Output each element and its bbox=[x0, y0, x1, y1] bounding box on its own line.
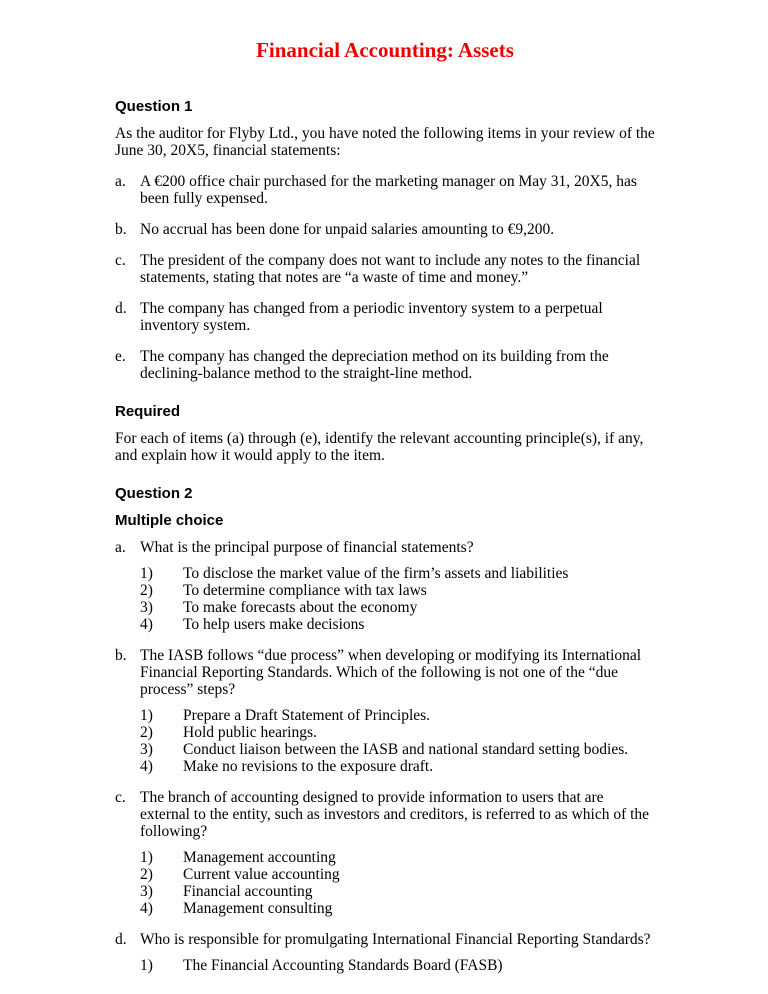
question2-heading: Question 2 bbox=[115, 485, 193, 502]
option-text: To disclose the market value of the firm’s assets and liabilities bbox=[183, 565, 569, 582]
option bbox=[140, 582, 655, 599]
item-letter: e. bbox=[115, 348, 126, 365]
item-text: The president of the company does not want to include any notes to the financial statements, stating that notes are “a waste of time and money.” bbox=[140, 252, 641, 286]
q2-item-a bbox=[115, 539, 655, 633]
option-number: 3) bbox=[140, 599, 153, 616]
item-letter: d. bbox=[115, 931, 127, 948]
q2-item-b-options bbox=[140, 707, 655, 775]
option bbox=[140, 599, 655, 616]
option-number: 2) bbox=[140, 866, 153, 883]
option bbox=[140, 741, 655, 758]
item-text: The company has changed the depreciation method on its building from the declining-balance method to the straight-line method. bbox=[140, 348, 609, 382]
question1-heading: Question 1 bbox=[115, 98, 193, 115]
option-text: The Financial Accounting Standards Board (FASB) bbox=[183, 957, 503, 974]
item-text: The branch of accounting designed to provide information to users that are external to the entity, such as investors and creditors, is referred to as which of the following? bbox=[140, 789, 650, 840]
item-text: The IASB follows “due process” when developing or modifying its International Financial Reporting Standards. Which of the following is not one of the “due process” steps? bbox=[140, 647, 642, 698]
option bbox=[140, 900, 655, 917]
option-text: Conduct liaison between the IASB and national standard setting bodies. bbox=[183, 741, 629, 758]
option bbox=[140, 616, 655, 633]
q2-item-d-options bbox=[140, 957, 655, 974]
item-letter: c. bbox=[115, 789, 126, 806]
option bbox=[140, 866, 655, 883]
option bbox=[140, 724, 655, 741]
item-letter: b. bbox=[115, 647, 127, 664]
item-letter: d. bbox=[115, 300, 127, 317]
option bbox=[140, 758, 655, 775]
q2-item-c bbox=[115, 789, 655, 917]
required-text: For each of items (a) through (e), identify the relevant accounting principle(s), if any, and explain how it would apply to the item. bbox=[115, 430, 644, 464]
option-number: 1) bbox=[140, 849, 153, 866]
item-text: What is the principal purpose of financial statements? bbox=[140, 539, 474, 556]
option-number: 3) bbox=[140, 883, 153, 900]
option-number: 3) bbox=[140, 741, 153, 758]
question1-intro: As the auditor for Flyby Ltd., you have noted the following items in your review of the June 30, 20X5, financial statements: bbox=[115, 125, 655, 159]
option-number: 4) bbox=[140, 758, 153, 775]
q1-item-c bbox=[115, 252, 655, 286]
document-title: Financial Accounting: Assets bbox=[256, 38, 514, 62]
option-number: 1) bbox=[140, 565, 153, 582]
q1-item-b bbox=[115, 221, 655, 238]
option-text: To determine compliance with tax laws bbox=[183, 582, 427, 599]
q1-item-d bbox=[115, 300, 655, 334]
q2-item-d bbox=[115, 931, 655, 974]
q2-item-a-options bbox=[140, 565, 655, 633]
option-text: Hold public hearings. bbox=[183, 724, 317, 741]
option bbox=[140, 849, 655, 866]
option-text: Current value accounting bbox=[183, 866, 340, 883]
option-number: 4) bbox=[140, 900, 153, 917]
option bbox=[140, 957, 655, 974]
option-text: To make forecasts about the economy bbox=[183, 599, 418, 616]
required-heading: Required bbox=[115, 403, 181, 420]
option-text: Prepare a Draft Statement of Principles. bbox=[183, 707, 431, 724]
item-text: A €200 office chair purchased for the marketing manager on May 31, 20X5, has been fully expensed. bbox=[140, 173, 637, 207]
option-number: 1) bbox=[140, 707, 153, 724]
q1-item-e bbox=[115, 348, 655, 382]
option-number: 4) bbox=[140, 616, 153, 633]
option bbox=[140, 565, 655, 582]
option-text: Make no revisions to the exposure draft. bbox=[183, 758, 434, 775]
item-letter: a. bbox=[115, 173, 126, 190]
item-letter: b. bbox=[115, 221, 127, 238]
option-number: 1) bbox=[140, 957, 153, 974]
option-number: 2) bbox=[140, 582, 153, 599]
option-text: Management accounting bbox=[183, 849, 336, 866]
question2-subheading: Multiple choice bbox=[115, 512, 224, 529]
item-text: Who is responsible for promulgating International Financial Reporting Standards? bbox=[140, 931, 651, 948]
option bbox=[140, 707, 655, 724]
option-text: Financial accounting bbox=[183, 883, 313, 900]
option-number: 2) bbox=[140, 724, 153, 741]
q2-item-b bbox=[115, 647, 655, 775]
q2-item-c-options bbox=[140, 849, 655, 917]
q1-item-a bbox=[115, 173, 655, 207]
item-letter: c. bbox=[115, 252, 126, 269]
option-text: To help users make decisions bbox=[183, 616, 365, 633]
item-text: No accrual has been done for unpaid salaries amounting to €9,200. bbox=[140, 221, 555, 238]
item-letter: a. bbox=[115, 539, 126, 556]
option-text: Management consulting bbox=[183, 900, 333, 917]
option bbox=[140, 883, 655, 900]
item-text: The company has changed from a periodic inventory system to a perpetual inventory system. bbox=[140, 300, 603, 334]
